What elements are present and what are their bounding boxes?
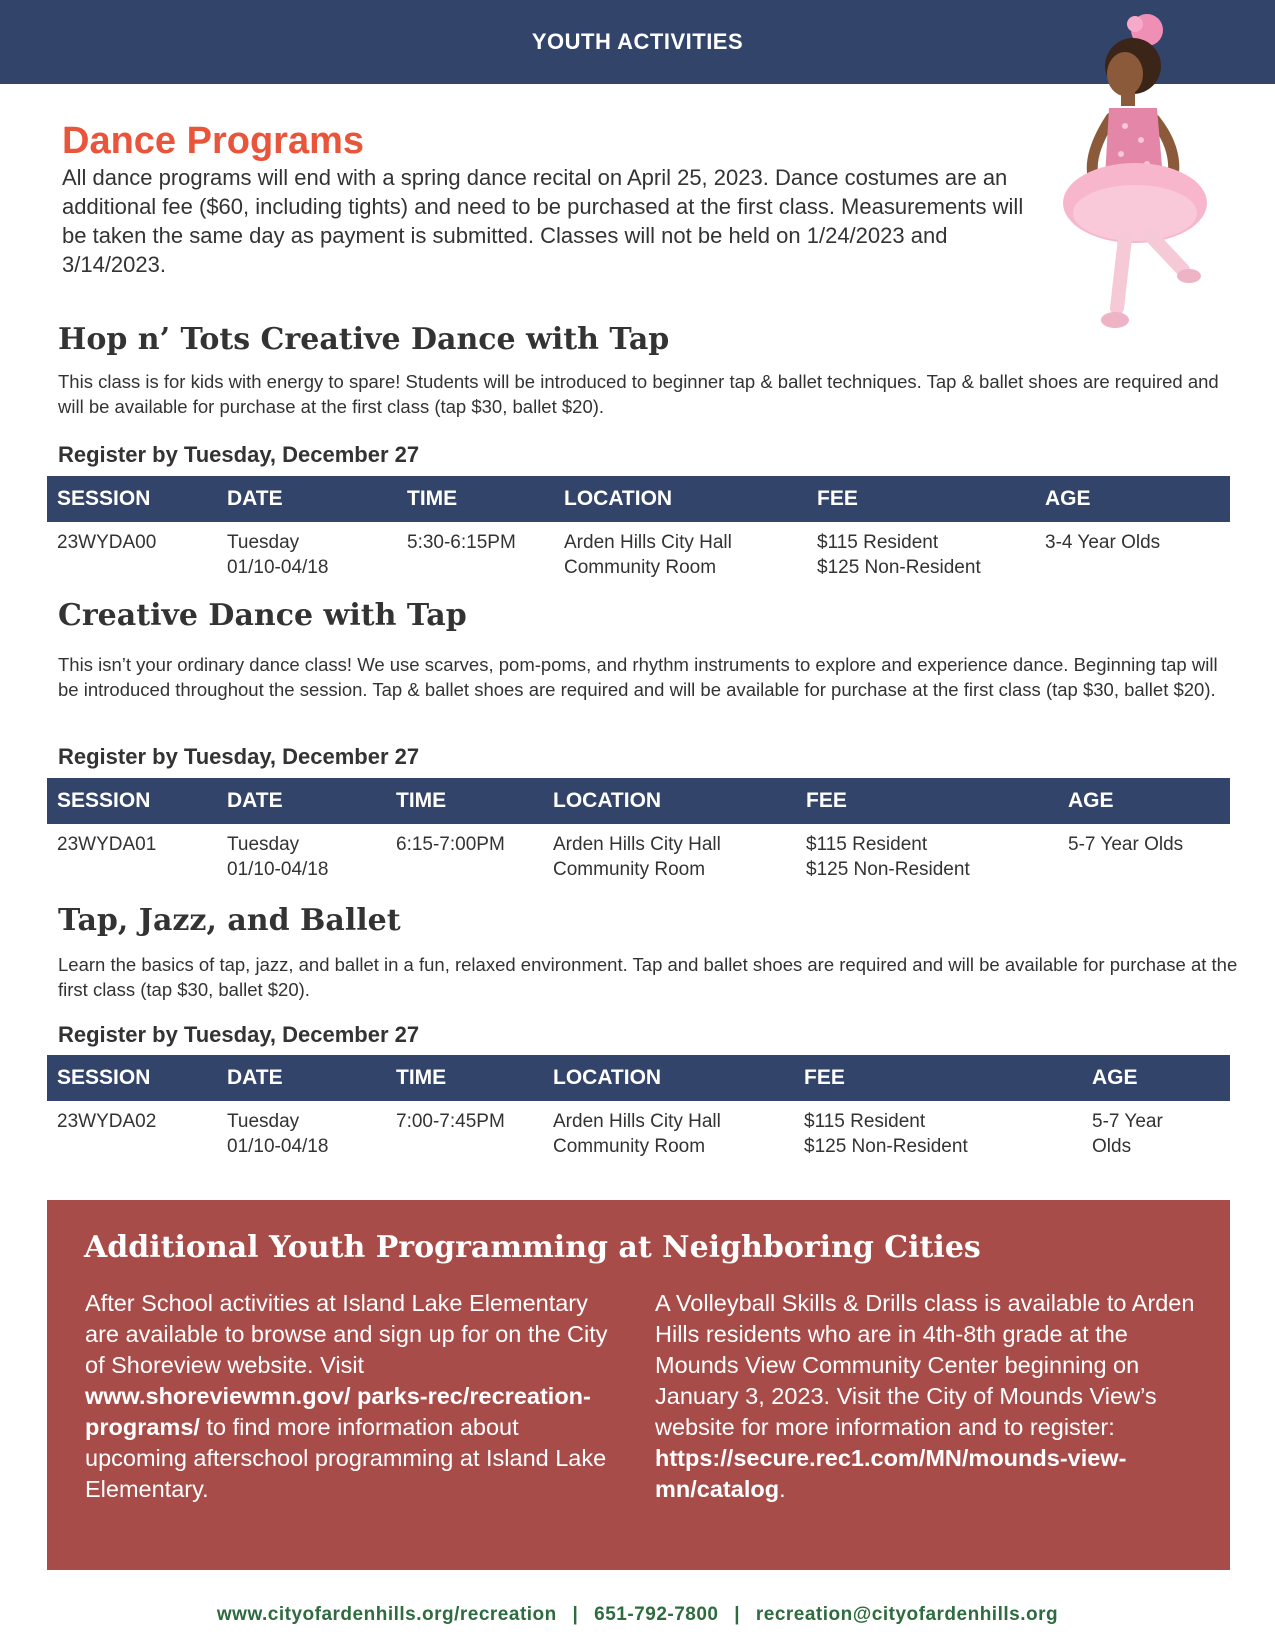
callout-left-text-end: to find more information about upcoming afterschool programming at Island Lake Elementary. [85, 1414, 607, 1502]
column-header-age: AGE [1092, 1066, 1138, 1089]
header-title: YOUTH ACTIVITIES [531, 29, 744, 54]
page-title: Dance Programs [62, 120, 365, 162]
cell-date: Tuesday 01/10-04/18 [227, 834, 329, 880]
section-description-creative-dance: This isn’t your ordinary dance class! We use scarves, pom-poms, and rhythm instruments to explore and experience dance. Beginning tap will be introduced throughout the session. Tap & ballet shoes are required and will be available for purchase at the first class (tap $30, ballet $20). [58, 654, 1218, 700]
shoreview-link[interactable]: www.shoreviewmn.gov/ parks-rec/recreation-programs/ [85, 1383, 591, 1440]
column-header-location: LOCATION [553, 789, 662, 812]
cell-time: 7:00-7:45PM [396, 1111, 505, 1132]
footer-phone: 651-792-7800 [594, 1604, 719, 1625]
cell-location: Arden Hills City Hall Community Room [553, 1111, 721, 1157]
footer-separator: | [734, 1604, 741, 1625]
cell-location: Arden Hills City Hall Community Room [553, 834, 721, 880]
footer-website-link[interactable]: www.cityofardenhills.org/recreation [216, 1604, 557, 1625]
section-description-tap-jazz-ballet: Learn the basics of tap, jazz, and ballet in a fun, relaxed environment. Tap and ballet shoes are required and will be available for purchase at the first class (tap $30, ballet $20). [58, 954, 1238, 1000]
column-header-date: DATE [227, 789, 283, 812]
column-header-time: TIME [396, 789, 447, 812]
section-title-tap-jazz-ballet: Tap, Jazz, and Ballet [58, 903, 401, 938]
table-header [47, 1055, 1230, 1101]
column-header-date: DATE [227, 487, 283, 510]
column-header-session: SESSION [57, 789, 151, 812]
section-description-hop-n-tots: This class is for kids with energy to spare! Students will be introduced to beginner tap & ballet techniques. Tap & ballet shoes are required and will be available for purchase at the first class (tap $30, ballet $20). [58, 371, 1219, 417]
session-table [47, 1055, 1230, 1157]
footer [0, 1604, 1275, 1626]
cell-time: 6:15-7:00PM [396, 834, 505, 855]
callout-right-column [655, 1288, 1210, 1505]
session-table [47, 476, 1230, 578]
cell-time: 5:30-6:15PM [407, 532, 516, 553]
cell-session: 23WYDA00 [57, 532, 157, 553]
cell-age: 5-7 Year Olds [1068, 834, 1184, 855]
cell-date: Tuesday 01/10-04/18 [227, 532, 329, 578]
dancer-illustration [1055, 8, 1230, 348]
cell-session: 23WYDA02 [57, 1111, 157, 1132]
cell-age: 3-4 Year Olds [1045, 532, 1161, 553]
cell-date: Tuesday 01/10-04/18 [227, 1111, 329, 1157]
callout-title: Additional Youth Programming at Neighboring Cities [84, 1230, 981, 1265]
cell-age: 5-7 Year Olds [1092, 1111, 1163, 1157]
mounds-view-link[interactable]: https://secure.rec1.com/MN/mounds-view-mn/catalog [655, 1445, 1127, 1502]
neighboring-cities-callout [47, 1200, 1230, 1570]
callout-right-text: A Volleyball Skills & Drills class is available to Arden Hills residents who are in 4th-8th grade at the Mounds View Community Center beginning on January 3, 2023. Visit the City of Mounds View’s website for more information and to register: [655, 1290, 1195, 1440]
column-header-time: TIME [407, 487, 458, 510]
cell-session: 23WYDA01 [57, 834, 157, 855]
table-header [47, 778, 1230, 824]
column-header-age: AGE [1045, 487, 1091, 510]
cell-fee: $115 Resident $125 Non-Resident [806, 834, 970, 880]
cell-location: Arden Hills City Hall Community Room [564, 532, 732, 578]
table-row [47, 1101, 1230, 1157]
column-header-location: LOCATION [553, 1066, 662, 1089]
intro-paragraph: All dance programs will end with a spring dance recital on April 25, 2023. Dance costumes are an additional fee ($60, including tights) and need to be purchased at the first class. Measurements will be taken the same day as payment is submitted. Classes will not be held on 1/24/2023 and 3/14/2023. [62, 165, 1024, 277]
register-deadline: Register by Tuesday, December 27 [58, 442, 420, 467]
session-table [47, 778, 1230, 880]
callout-right-text-end: . [779, 1476, 786, 1502]
register-deadline: Register by Tuesday, December 27 [58, 1022, 420, 1047]
column-header-fee: FEE [804, 1066, 845, 1089]
column-header-time: TIME [396, 1066, 447, 1089]
column-header-location: LOCATION [564, 487, 673, 510]
column-header-age: AGE [1068, 789, 1114, 812]
cell-fee: $115 Resident $125 Non-Resident [804, 1111, 968, 1157]
footer-separator: | [572, 1604, 579, 1625]
cell-fee: $115 Resident $125 Non-Resident [817, 532, 981, 578]
callout-left-column [85, 1288, 615, 1505]
footer-email-link[interactable]: recreation@cityofardenhills.org [755, 1604, 1059, 1625]
column-header-fee: FEE [817, 487, 858, 510]
column-header-session: SESSION [57, 1066, 151, 1089]
section-title-hop-n-tots: Hop n’ Tots Creative Dance with Tap [58, 322, 670, 357]
register-deadline: Register by Tuesday, December 27 [58, 744, 420, 769]
section-title-creative-dance: Creative Dance with Tap [58, 598, 467, 633]
callout-left-text: After School activities at Island Lake Elementary are available to browse and sign up for on the City of Shoreview website. Visit [85, 1290, 608, 1378]
table-row [47, 522, 1230, 578]
table-row [47, 824, 1230, 880]
column-header-date: DATE [227, 1066, 283, 1089]
column-header-fee: FEE [806, 789, 847, 812]
table-header [47, 476, 1230, 522]
column-header-session: SESSION [57, 487, 151, 510]
